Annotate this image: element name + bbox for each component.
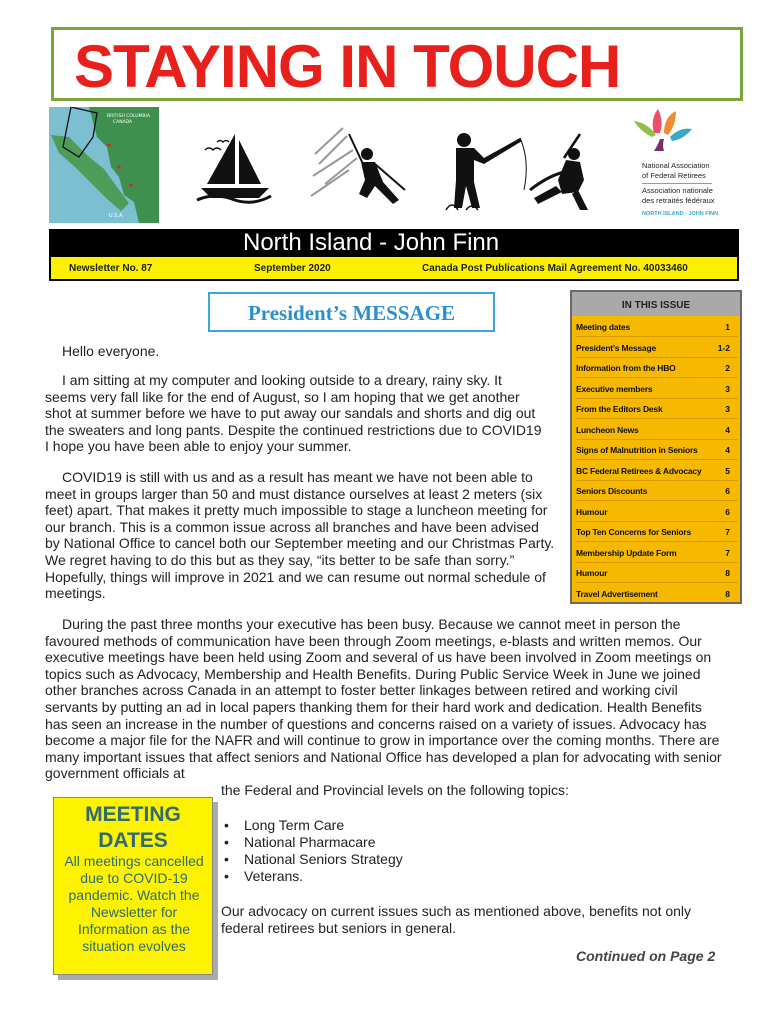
issue-item[interactable]: President’s Message 1-2: [576, 337, 738, 358]
map-label-canada: CANADA: [113, 120, 133, 125]
issue-item[interactable]: Travel Advertisement 8: [576, 589, 730, 599]
issue-item[interactable]: Seniors Discounts 6: [576, 480, 738, 501]
paragraph-2: COVID19 is still with us and as a result has meant we have not been able to meet in groups larger than 50 and must distance ourselves at least 2 meters (six feet) apart. That makes it pretty much impossible to stage a luncheon meeting for our branch. This is a common issue across all branches and have been advised by National Office to cancel both our September meeting and our Christmas Party. We regret having to do this but as they say, “its better to be safe than sorry.” Hopefully, things will improve in 2021 and we can resume out normal schedule of meetings.: [45, 469, 555, 602]
list-item: • National Pharmacare: [220, 834, 620, 851]
issue-item[interactable]: Luncheon News 4: [576, 419, 738, 440]
issue-info-bar: [49, 257, 739, 281]
logo-line-2: of Federal Retirees: [642, 171, 706, 180]
list-item: • Veterans.: [220, 868, 620, 885]
issue-item[interactable]: Executive members 3: [576, 378, 738, 399]
list-item: • National Seniors Strategy: [220, 851, 620, 868]
sailboat-icon: [195, 130, 275, 204]
nafr-logo: [624, 105, 734, 223]
issue-item[interactable]: Signs of Malnutrition in Seniors 4: [576, 439, 738, 460]
masthead-box: [51, 27, 743, 101]
continued-note: Continued on Page 2: [576, 948, 716, 964]
map-label-bc: BRITISH COLUMBIA: [107, 114, 150, 119]
masthead-title: STAYING IN TOUCH: [74, 33, 621, 100]
meeting-dates-title: MEETING DATES: [85, 803, 181, 852]
issue-item[interactable]: Membership Update Form 7: [576, 542, 738, 563]
paragraph-3: During the past three months your executive has been busy. Because we cannot meet in person the favoured methods of communication have been through Zoom meetings, e-blasts and written memos. Our executive meetings have been held using Zoom and several of us have been involved in Zoom meetings on topics such as Advocacy, Membership and Health Benefits. During Public Service Week in June we joined other branches across Canada in an attempt to foster better linkages between retired and working civil servants by putting an ad in local papers thanking them for their hard work and dedication. Health Benefits has seen an increase in the number of questions and concerns raised on a variety of issues. Advocacy has become a major file for the NAFR and will continue to grow in importance over the coming months. There are many important issues that affect seniors and National Office has developed a plan for advocating with senior government officials at: [45, 616, 722, 782]
in-this-issue-heading: IN THIS ISSUE: [572, 292, 740, 316]
meeting-dates-box: [53, 797, 213, 975]
branch-title: North Island - John Finn: [243, 229, 500, 256]
issue-item[interactable]: Humour 8: [576, 562, 738, 583]
mail-agreement: Canada Post Publications Mail Agreement No. 40033460: [422, 263, 688, 274]
meeting-dates-body: All meetings cancelled due to COVID-19 pandemic. Watch the Newsletter for Information as the situation evolves: [64, 853, 204, 954]
greeting: Hello everyone.: [62, 343, 160, 359]
issue-item[interactable]: Information from the HBO 2: [576, 357, 738, 378]
issue-item[interactable]: BC Federal Retirees & Advocacy 5: [576, 460, 738, 481]
president-message-heading: President’s MESSAGE: [247, 301, 456, 325]
paragraph-4: Our advocacy on current issues such as mentioned above, benefits not only federal retirees but seniors in general.: [221, 903, 692, 936]
list-item: • Long Term Care: [220, 817, 620, 834]
issue-item[interactable]: Humour 6: [576, 501, 738, 522]
fisherman-icon: [440, 130, 532, 212]
president-message-heading-box: [208, 292, 495, 332]
logo-branch: NORTH ISLAND - JOHN FINN: [642, 211, 719, 217]
newsletter-number: Newsletter No. 87: [69, 263, 153, 274]
golfer-icon: [528, 132, 608, 212]
advocacy-topics-list: [220, 817, 620, 885]
branch-banner: [49, 229, 739, 257]
paragraph-1: I am sitting at my computer and looking outside to a dreary, rainy sky. It seems very fall like for the end of August, so I am hoping that we get another shot at summer before we have to put away our sandals and shorts and dig out the sweaters and long pants. Despite the continued restrictions due to COVID19 I hope you have been able to enjoy your summer.: [45, 372, 542, 455]
logo-line-3: Association nationale: [642, 186, 713, 195]
issue-item[interactable]: Top Ten Concerns for Seniors 7: [576, 521, 738, 542]
map-label-usa: U.S.A.: [109, 213, 124, 219]
paragraph-3-end: the Federal and Provincial levels on the following topics:: [221, 782, 569, 798]
issue-date: September 2020: [254, 263, 331, 274]
logo-line-1: National Association: [642, 161, 710, 170]
in-this-issue-box: [570, 290, 742, 604]
issue-item[interactable]: Meeting dates 1: [576, 316, 738, 337]
map-image: [49, 107, 159, 223]
issue-item[interactable]: From the Editors Desk 3: [576, 398, 738, 419]
logo-line-4: des retraités fédéraux: [642, 196, 715, 205]
skier-icon: [305, 124, 415, 210]
